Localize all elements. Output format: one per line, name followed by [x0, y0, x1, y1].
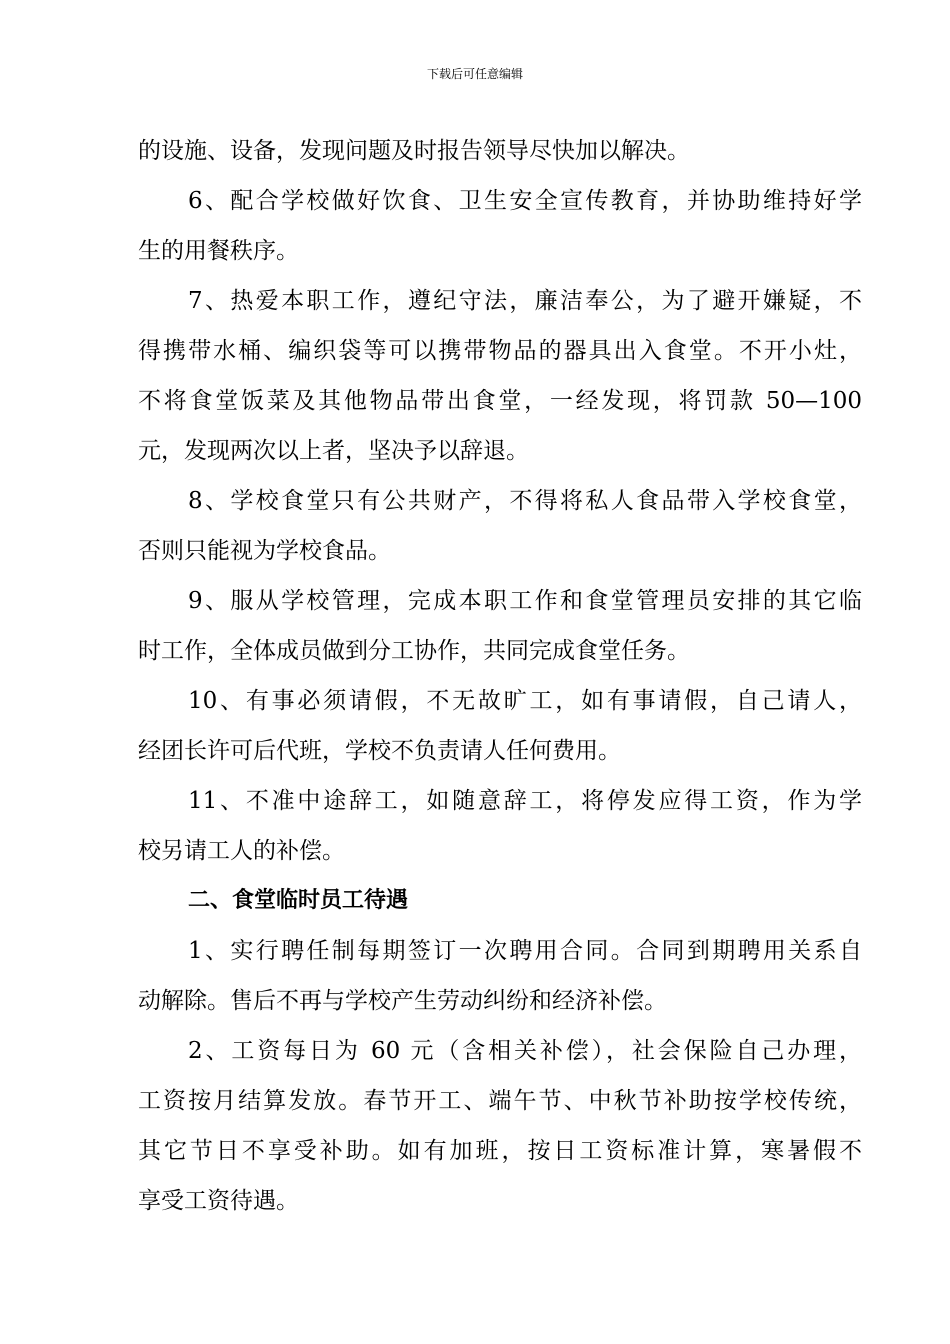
document-body [138, 126, 862, 1226]
text-line: 经团长许可后代班，学校不负责请人任何费用。 [138, 738, 621, 764]
text-line: 11、不准中途辞工，如随意辞工，将停发应得工资，作为学 [188, 788, 862, 814]
text-line: 9、服从学校管理，完成本职工作和食堂管理员安排的其它临 [188, 588, 862, 614]
text-line: 8、学校食堂只有公共财产，不得将私人食品带入学校食堂， [188, 488, 862, 514]
text-line: 不将食堂饭菜及其他物品带出食堂，一经发现，将罚款 50—100 [138, 388, 862, 414]
page-header: 下载后可任意编辑 [426, 67, 523, 81]
text-line: 动解除。售后不再与学校产生劳动纠纷和经济补偿。 [138, 988, 667, 1014]
text-line: 得携带水桶、编织袋等可以携带物品的器具出入食堂。不开小灶， [138, 338, 862, 364]
text-line: 7、热爱本职工作，遵纪守法，廉洁奉公，为了避开嫌疑，不 [188, 288, 862, 314]
section-heading: 二、食堂临时员工待遇 [188, 888, 409, 913]
text-line: 6、配合学校做好饮食、卫生安全宣传教育，并协助维持好学 [188, 188, 862, 214]
text-line: 元，发现两次以上者，坚决予以辞退。 [138, 438, 529, 464]
text-line: 1、实行聘任制每期签订一次聘用合同。合同到期聘用关系自 [188, 938, 862, 964]
text-line: 时工作，全体成员做到分工协作，共同完成食堂任务。 [138, 638, 690, 664]
text-line: 的设施、设备，发现问题及时报告领导尽快加以解决。 [138, 138, 690, 164]
text-line: 工资按月结算发放。春节开工、端午节、中秋节补助按学校传统， [138, 1088, 862, 1114]
text-line: 10、有事必须请假，不无故旷工，如有事请假，自己请人， [188, 688, 862, 714]
text-line: 生的用餐秩序。 [138, 238, 299, 264]
text-line: 其它节日不享受补助。如有加班，按日工资标准计算，寒暑假不 [138, 1138, 862, 1164]
text-line: 享受工资待遇。 [138, 1188, 299, 1214]
text-line: 2、工资每日为 60 元（含相关补偿），社会保险自己办理， [188, 1038, 862, 1064]
text-line: 否则只能视为学校食品。 [138, 538, 391, 564]
text-line: 校另请工人的补偿。 [138, 838, 345, 864]
